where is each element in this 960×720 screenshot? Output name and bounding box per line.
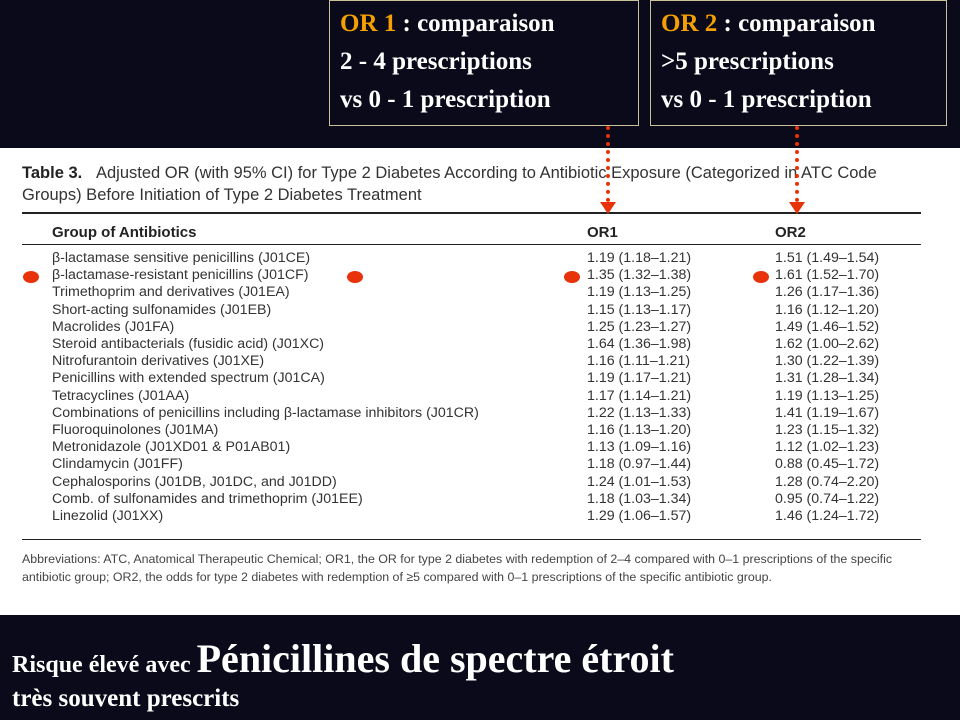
or2-line1-rest: : comparaison	[717, 10, 876, 37]
or2-value: 1.61 (1.52–1.70)	[775, 267, 880, 284]
or1-value: 1.13 (1.09–1.16)	[587, 439, 692, 456]
antibiotic-group-name: Cephalosporins (J01DB, J01DC, and J01DD)	[52, 473, 337, 490]
antibiotic-group-name: Fluoroquinolones (J01MA)	[52, 422, 219, 438]
antibiotic-group-name: Comb. of sulfonamides and trimethoprim (J01EE)	[52, 490, 363, 507]
or2-value: 1.30 (1.22–1.39)	[775, 353, 880, 370]
table-excerpt	[0, 148, 960, 615]
or1-value: 1.16 (1.11–1.21)	[587, 353, 691, 370]
or2-line1	[661, 5, 946, 43]
or1-line1-rest: : comparaison	[396, 10, 555, 37]
header-group: Group of Antibiotics	[52, 224, 197, 241]
antibiotic-group-name: Nitrofurantoin derivatives (J01XE)	[52, 353, 265, 370]
highlight-dot-or2	[753, 271, 769, 283]
highlight-dot-left-margin	[23, 271, 39, 283]
antibiotic-group-name: Short-acting sulfonamides (J01EB)	[52, 301, 272, 318]
or1-value: 1.15 (1.13–1.17)	[587, 301, 692, 318]
highlight-dot-or1	[564, 271, 580, 283]
table-row	[0, 387, 960, 405]
conclusion-line2: très souvent prescrits	[12, 685, 240, 712]
or2-value: 0.95 (0.74–1.22)	[775, 490, 880, 507]
antibiotic-group-name: Linezolid (J01XX)	[52, 508, 164, 524]
or1-value: 1.19 (1.13–1.25)	[587, 284, 692, 301]
or2-arrowhead	[789, 202, 805, 214]
table-row	[0, 455, 960, 473]
antibiotic-group-name: β-lactamase sensitive penicillins (J01CE)	[52, 250, 311, 266]
table-row	[0, 318, 960, 336]
or1-arrow-shaft	[606, 126, 610, 202]
header-rule	[22, 244, 921, 245]
or1-value: 1.18 (0.97–1.44)	[587, 456, 692, 473]
or1-explanation-box	[329, 0, 639, 126]
or2-value: 1.46 (1.24–1.72)	[775, 508, 880, 524]
or1-value: 1.18 (1.03–1.34)	[587, 490, 692, 507]
or1-line3: vs 0 - 1 prescription	[340, 86, 551, 113]
table-footnote: Abbreviations: ATC, Anatomical Therapeutic Chemical; OR1, the OR for type 2 diabetes with redemption of 2–4 compared with 0–1 prescriptions of the specific antibiotic group; OR2, the odds for type 2 diabetes with redemption of ≥5 compared with 0–1 prescriptions of the specific antibiotic group.	[22, 552, 893, 584]
or1-value: 1.16 (1.13–1.20)	[587, 422, 692, 438]
conclusion-emphasis: Pénicillines de spectre étroit	[196, 636, 674, 681]
table-row	[0, 335, 960, 353]
table-row	[0, 283, 960, 301]
antibiotic-group-name: Steroid antibacterials (fusidic acid) (J01XC)	[52, 336, 325, 352]
or2-value: 1.41 (1.19–1.67)	[775, 404, 880, 421]
antibiotic-group-name: Metronidazole (J01XD01 & P01AB01)	[52, 439, 291, 456]
or2-value: 1.19 (1.13–1.25)	[775, 387, 880, 404]
antibiotic-group-name: Tetracyclines (J01AA)	[52, 387, 190, 404]
conclusion-line1	[12, 635, 674, 682]
table-row	[0, 473, 960, 491]
or2-line2: >5 prescriptions	[661, 48, 834, 75]
or1-label: OR 1	[340, 10, 397, 37]
or2-value: 1.49 (1.46–1.52)	[775, 318, 880, 335]
or1-value: 1.19 (1.17–1.21)	[587, 370, 692, 387]
or1-value: 1.17 (1.14–1.21)	[587, 387, 692, 404]
or2-value: 1.26 (1.17–1.36)	[775, 284, 880, 301]
or2-value: 1.31 (1.28–1.34)	[775, 370, 880, 387]
table-row	[0, 301, 960, 319]
or1-value: 1.64 (1.36–1.98)	[587, 336, 692, 352]
or2-arrow-shaft	[795, 126, 799, 202]
table-row	[0, 249, 960, 267]
conclusion-prefix: Risque élevé avec	[12, 652, 197, 678]
table-row	[0, 266, 960, 284]
header-or1: OR1	[587, 224, 618, 241]
antibiotic-group-name: β-lactamase-resistant penicillins (J01CF)	[52, 267, 309, 284]
highlight-dot-row-name	[347, 271, 363, 283]
or1-value: 1.35 (1.32–1.38)	[587, 267, 692, 284]
table-caption-text: Adjusted OR (with 95% CI) for Type 2 Diabetes According to Antibiotic Exposure (Categorized in ATC Code Groups) Before Initiation of Type 2 Diabetes Treatment	[22, 164, 877, 204]
antibiotic-group-name: Clindamycin (J01FF)	[52, 456, 183, 473]
or2-value: 1.28 (0.74–2.20)	[775, 473, 880, 490]
antibiotic-group-name: Penicillins with extended spectrum (J01CA)	[52, 370, 325, 387]
or1-value: 1.24 (1.01–1.53)	[587, 473, 692, 490]
or2-value: 1.51 (1.49–1.54)	[775, 250, 880, 266]
or2-value: 1.23 (1.15–1.32)	[775, 422, 880, 438]
or2-value: 1.12 (1.02–1.23)	[775, 439, 880, 456]
or1-value: 1.29 (1.06–1.57)	[587, 508, 692, 524]
conclusion-band	[0, 615, 960, 720]
table-row	[0, 404, 960, 422]
or2-explanation-box	[650, 0, 947, 126]
or2-label: OR 2	[661, 10, 718, 37]
table-row	[0, 369, 960, 387]
table-row	[0, 490, 960, 508]
or2-line3: vs 0 - 1 prescription	[661, 86, 872, 113]
table-row	[0, 352, 960, 370]
or2-value: 1.16 (1.12–1.20)	[775, 301, 880, 318]
table-row	[0, 438, 960, 456]
antibiotic-group-name: Macrolides (J01FA)	[52, 318, 175, 335]
table-row	[0, 507, 960, 525]
header-or2: OR2	[775, 224, 806, 241]
table-top-rule	[22, 212, 921, 214]
or1-arrowhead	[600, 202, 616, 214]
or1-line1	[340, 5, 638, 43]
top-band	[0, 0, 960, 148]
table-caption-label: Table 3.	[22, 164, 83, 182]
or1-line2: 2 - 4 prescriptions	[340, 48, 532, 75]
or1-value: 1.25 (1.23–1.27)	[587, 318, 692, 335]
antibiotic-group-name: Trimethoprim and derivatives (J01EA)	[52, 284, 290, 301]
table-row	[0, 421, 960, 439]
table-caption	[22, 162, 922, 206]
table-bottom-rule	[22, 539, 921, 540]
or2-value: 0.88 (0.45–1.72)	[775, 456, 880, 473]
or1-value: 1.22 (1.13–1.33)	[587, 404, 692, 421]
antibiotic-group-name: Combinations of penicillins including β-lactamase inhibitors (J01CR)	[52, 404, 479, 421]
or1-value: 1.19 (1.18–1.21)	[587, 250, 692, 266]
or2-value: 1.62 (1.00–2.62)	[775, 336, 880, 352]
